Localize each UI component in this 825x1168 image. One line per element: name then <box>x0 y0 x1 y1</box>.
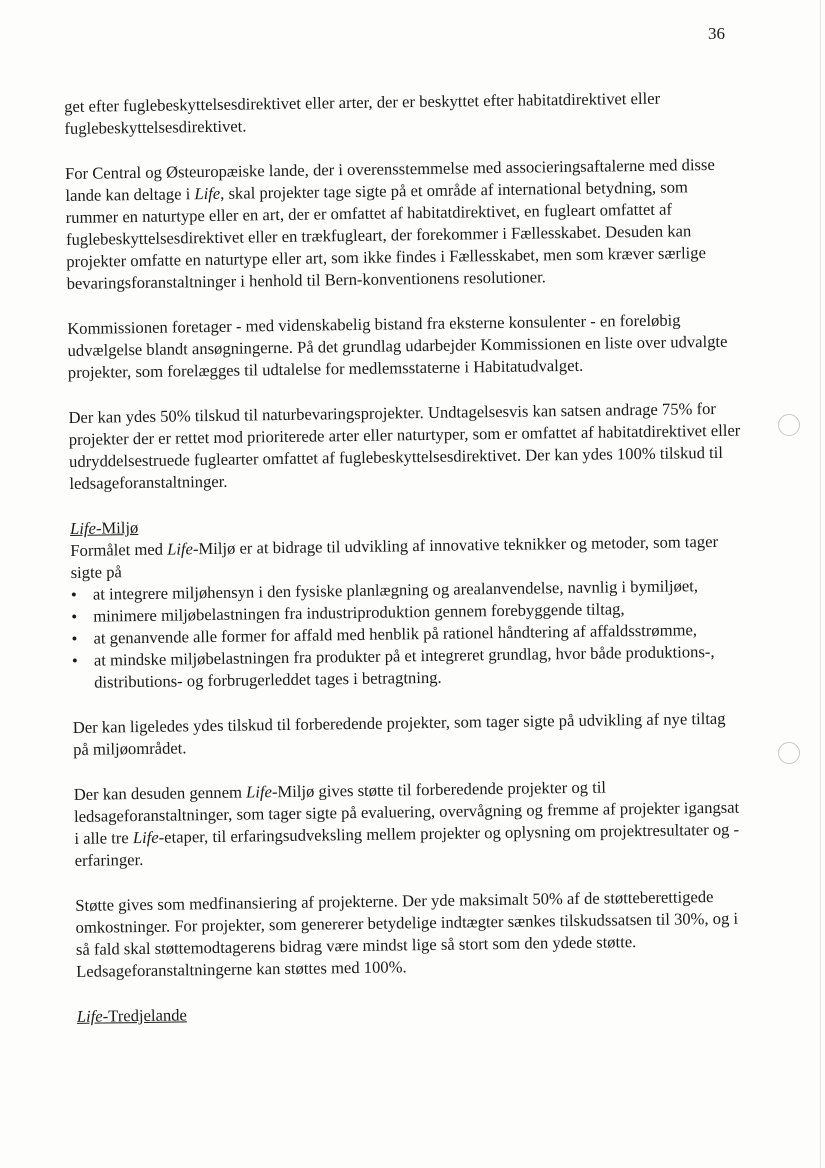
purpose-bullet-list <box>71 575 744 694</box>
paragraph-continuation: get efter fuglebeskyttelsesdirektivet eller arter, der er beskyttet efter habitatdirektivet eller fuglebeskyttelsesdirektivet. <box>64 88 661 138</box>
punch-hole-lower <box>778 742 800 764</box>
text-segment: , skal projekter tage sigte på et område af international betydning, som rummer en naturtype eller en art, der er omfattet af habitatdirektivet, en fugleart omfattet af fuglebeskyttelsesdirektivet eller en trækfugleart, der forekommer i Fællesskabet. Desuden kan projekter omfatte en naturtype eller art, som ikke findes i Fællesskabet, men som kræver særlige bevaringsforanstaltninger i henhold til Bern-konventionens resolutioner. <box>65 177 707 293</box>
heading-life-term: Life <box>69 518 96 538</box>
life-term: Life <box>132 827 159 848</box>
life-term: Life <box>166 539 194 559</box>
text-segment: -etaper, til erfaringsudveksling mellem projekter og oplysning om projektresultater og -erfaringer. <box>74 819 740 870</box>
heading-life-term: Life <box>76 1006 103 1026</box>
life-term: Life <box>194 183 221 204</box>
heading-text: -Tredjelande <box>102 1005 187 1026</box>
paragraph-accompanying-measures <box>74 775 747 872</box>
paragraph-cofinancing: Støtte gives som medfinansiering af projekterne. Der yde maksimalt 50% af de støtteberettigede omkostninger. For projekter, som genererer betydelige indtægter sænkes tilskudssatsen til 30%, og i så fald skal støttemodtagerens bidrag være mindst lige så stort som den ydede støtte. Ledsageforanstaltningerne kan støttes med 100%. <box>75 887 739 981</box>
list-item: • at mindske miljøbelastningen fra produkter på et integreret grundlag, hvor både produktions-, distributions- og forbrugerleddet tages i betragtning. <box>72 641 745 694</box>
document-body <box>64 87 749 1028</box>
list-item: • at integrere miljøhensyn i den fysiske planlægning og arealanvendelse, navnlig i bymiljøet, <box>71 575 743 606</box>
punch-hole-upper <box>778 414 800 436</box>
paragraph-commission-selection: Kommissionen foretager - med videnskabelig bistand fra eksterne konsulenter - en foreløbig udvælgelse blandt ansøgningerne. På det grundlag udarbejder Kommissionen en liste over udvalgte projekter, som forelægges til udtalelse for medlemsstaterne i Habitatudvalget. <box>67 310 728 382</box>
text-segment: -Miljø gives støtte til forberedende projekter og til ledsageforanstaltninger, som tager sigte på evaluering, overvågning og fremme af projekter igangsat i alle tre <box>73 777 740 848</box>
text-segment: For Central og Østeuropæiske lande, der i overensstemmelse med associeringsaftalerne med disse lande kan deltage i <box>64 154 715 205</box>
text-segment: -Miljø er at bidrage til udvikling af innovative teknikker og metoder, som tager sigte på <box>70 531 719 582</box>
paragraph-funding-rates: Der kan ydes 50% tilskud til naturbevaringsprojekter. Undtagelsesvis kan satsen andrage 75% for projekter der er rettet mod prioriterede arter eller naturtyper, som er omfattet af habitatdirektivet eller udryddelsestruede fuglearter omfattet af fuglebeskyttelsesdirektivet. Der kan ydes 100% tilskud til ledsageforanstaltninger. <box>68 398 741 493</box>
text-segment: Formålet med <box>70 539 168 560</box>
list-item: • minimere miljøbelastningen fra industriproduktion gennem forebyggende tiltag, <box>71 597 743 628</box>
paragraph-preparatory-projects: Der kan ligeledes ydes tilskud til forberedende projekter, som tager sigte på udvikling af nye tiltag på miljøområdet. <box>72 708 726 759</box>
text-segment: Der kan desuden gennem <box>73 782 247 804</box>
page-edge-line <box>820 0 821 1168</box>
section-heading-life-tredjelande <box>77 997 749 1028</box>
page-number: 36 <box>708 24 725 43</box>
list-item: • at genanvende alle former for affald med henblik på rationel håndtering af affaldsstrømme, <box>71 619 743 650</box>
life-term: Life <box>245 782 273 802</box>
paragraph-central-eastern-europe <box>65 154 739 295</box>
heading-text: -Miljø <box>95 518 139 538</box>
